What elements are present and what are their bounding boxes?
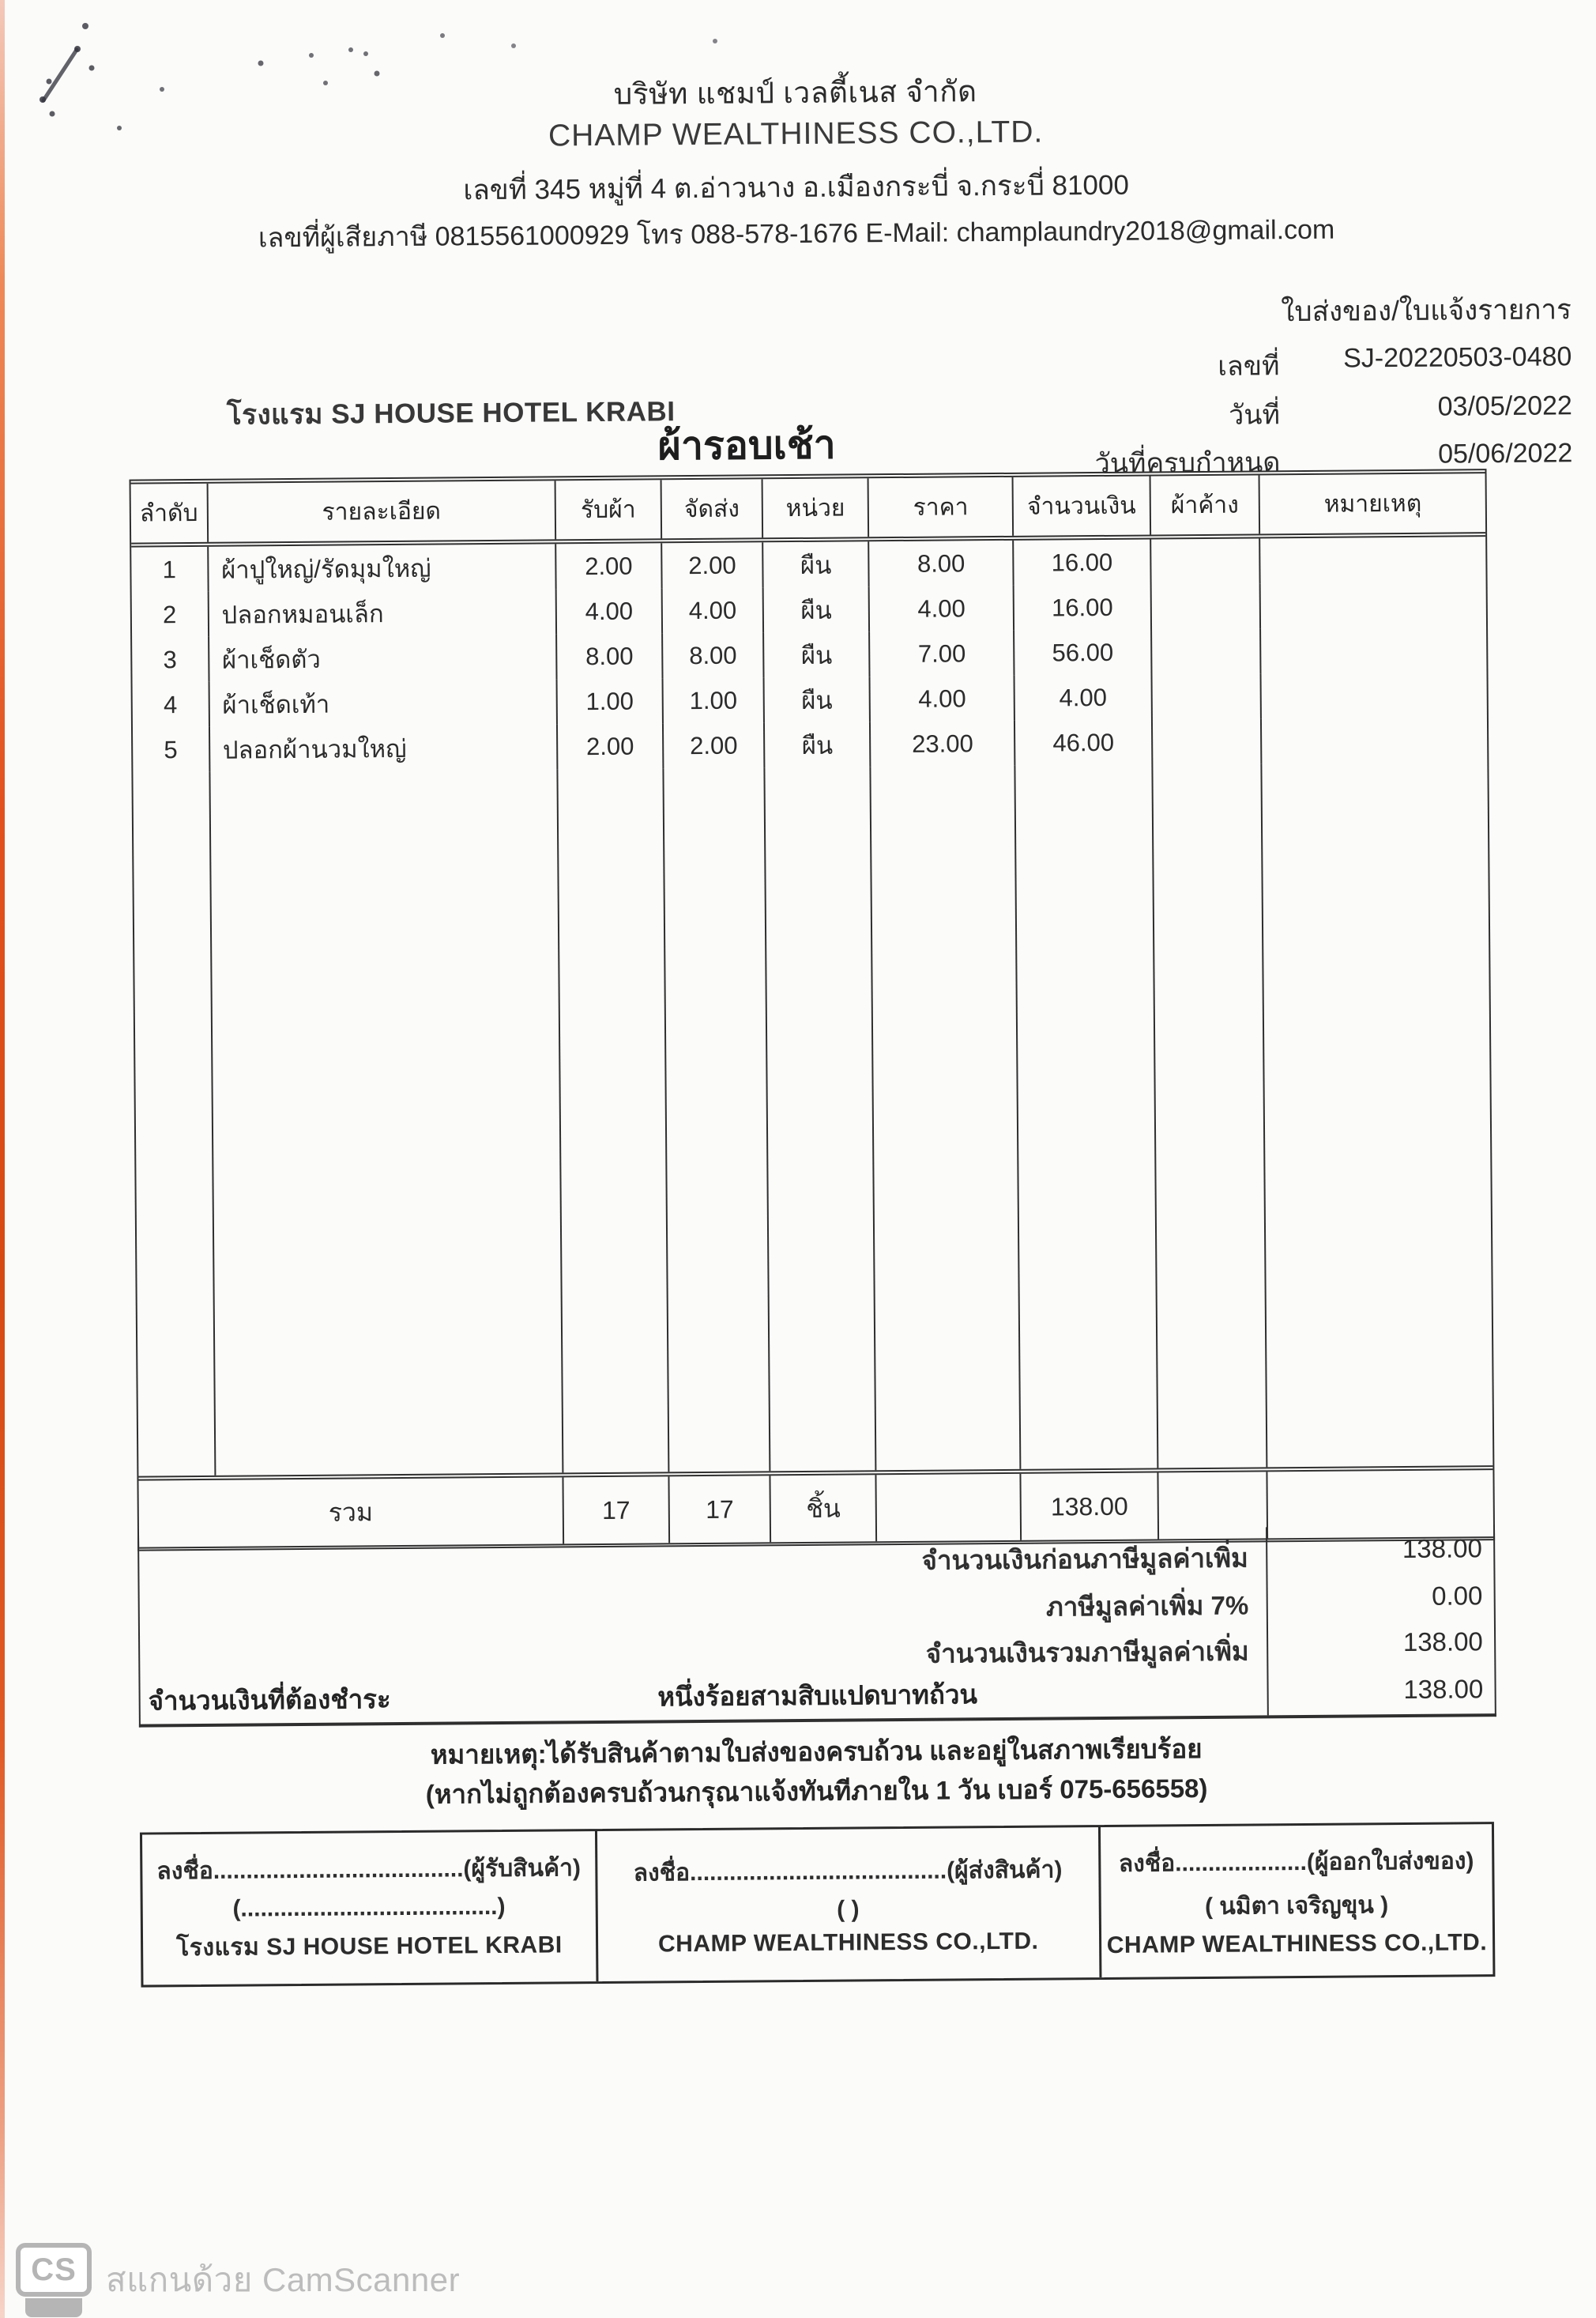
- subtotal-value: 138.00: [1402, 1533, 1483, 1564]
- company-tax-contact-line: เลขที่ผู้เสียภาษี 0815561000929 โทร 088-578-1676 E-Mail: champlaundry2018@gmail.com: [258, 214, 1335, 254]
- cell-price: 7.00: [870, 631, 1015, 677]
- col-header-index: ลำดับ: [131, 484, 209, 543]
- cell-unit: ผืน: [765, 677, 871, 722]
- amount-in-words: หนึ่งร้อยสามสิบแปดบาทถ้วน: [657, 1679, 978, 1712]
- cell-unit: ผืน: [764, 586, 870, 632]
- signer-organization: CHAMP WEALTHINESS CO.,LTD.: [657, 1928, 1039, 1957]
- signature-box-receiver: [142, 1831, 598, 1985]
- payable-label: จำนวนเงินที่ต้องชำระ: [148, 1684, 391, 1716]
- col-header-unit: หน่วย: [763, 478, 869, 537]
- col-header-price: ราคา: [869, 477, 1014, 537]
- cell-price: 23.00: [871, 721, 1016, 767]
- cell-description: ผ้าปูใหญ่/รัดมุมใหญ่: [209, 544, 557, 591]
- doc-date-label: วันที่: [1229, 400, 1281, 431]
- cell-description: ปลอกผ้านวมใหญ่: [210, 724, 559, 771]
- cell-unit: ผืน: [764, 631, 870, 677]
- sign-line: ลงชื่อ......................................(ผู้รับสินค้า): [156, 1855, 582, 1885]
- doc-number-value: SJ-20220503-0480: [1342, 341, 1572, 374]
- cell-price: 8.00: [869, 541, 1014, 586]
- total-amount: 138.00: [1022, 1472, 1159, 1540]
- cell-received: 2.00: [556, 543, 662, 589]
- col-header-amount: จำนวนเงิน: [1014, 476, 1151, 535]
- cs-logo-tab: [25, 2298, 82, 2317]
- signature-box-sender: [597, 1827, 1102, 1981]
- signer-organization: CHAMP WEALTHINESS CO.,LTD.: [1106, 1929, 1488, 1958]
- cell-remark: [1261, 582, 1486, 628]
- table-empty-space-row: [133, 762, 1492, 1476]
- items-table: [130, 469, 1496, 1551]
- cell-outstanding: [1152, 673, 1262, 719]
- total-unit: ชิ้น: [771, 1475, 877, 1542]
- signature-section: [140, 1822, 1495, 1987]
- document-type-title: ใบส่งของ/ใบแจ้งรายการ: [1281, 294, 1572, 328]
- payable-value: 138.00: [1403, 1674, 1484, 1705]
- camscanner-logo-icon: [16, 2243, 92, 2317]
- cell-price: 4.00: [871, 676, 1016, 722]
- cell-remark: [1262, 672, 1487, 718]
- cell-delivered: 4.00: [662, 587, 764, 633]
- cell-amount: 4.00: [1015, 674, 1153, 720]
- cell-delivered: 2.00: [664, 722, 766, 768]
- cell-unit: ผืน: [764, 541, 870, 587]
- company-name-thai: บริษัท แชมป์ เวลตี้เนส จำกัด: [613, 75, 977, 111]
- cell-received: 4.00: [557, 588, 663, 634]
- camscanner-watermark-text: สแกนด้วย CamScanner: [106, 2261, 461, 2298]
- cell-index: 4: [133, 682, 210, 728]
- cell-price: 4.00: [870, 586, 1015, 631]
- doc-due-date-label: วันที่ครบกำหนด: [1094, 447, 1281, 480]
- company-name-english: CHAMP WEALTHINESS CO.,LTD.: [548, 115, 1044, 153]
- name-line: ( นมิตา เจริญขุน ): [1204, 1892, 1389, 1920]
- scan-edge-artifact: [0, 0, 5, 2318]
- camscanner-watermark: [16, 2245, 460, 2316]
- cell-amount: 46.00: [1015, 719, 1153, 765]
- cell-outstanding: [1151, 538, 1261, 584]
- vat-value: 0.00: [1431, 1581, 1483, 1611]
- signer-organization: โรงแรม SJ HOUSE HOTEL KRABI: [176, 1932, 563, 1962]
- cell-remark: [1261, 627, 1486, 673]
- cell-remark: [1262, 717, 1487, 763]
- summary-box: [137, 1525, 1496, 1727]
- total-label: รวม: [138, 1477, 564, 1547]
- cell-description: ปลอกหมอนเล็ก: [209, 589, 557, 636]
- doc-number-label: เลขที่: [1218, 351, 1280, 382]
- page-title: ผ้ารอบเช้า: [657, 422, 836, 469]
- col-header-received: รับผ้า: [556, 480, 662, 539]
- cell-outstanding: [1152, 628, 1262, 674]
- customer-name: โรงแรม SJ HOUSE HOTEL KRABI: [226, 396, 676, 431]
- cell-outstanding: [1151, 583, 1261, 629]
- cell-received: 1.00: [558, 678, 664, 724]
- note-line-1: หมายเหตุ:ได้รับสินค้าตามใบส่งของครบถ้วน และอยู่ในสภาพเรียบร้อย: [430, 1734, 1203, 1770]
- table-header-row: [131, 469, 1486, 547]
- cell-amount: 56.00: [1015, 629, 1153, 675]
- col-header-description: รายละเอียด: [208, 481, 556, 541]
- cell-received: 8.00: [557, 633, 663, 679]
- doc-due-date-value: 05/06/2022: [1438, 438, 1573, 469]
- name-line: ( ): [837, 1895, 860, 1923]
- subtotal-label: จำนวนเงินก่อนภาษีมูลค่าเพิ่ม: [921, 1543, 1248, 1575]
- name-line: (.......................................): [232, 1893, 506, 1922]
- company-address: เลขที่ 345 หมู่ที่ 4 ต.อ่าวนาง อ.เมืองกระบี่ จ.กระบี่ 81000: [463, 169, 1130, 206]
- total-delivered: 17: [669, 1476, 771, 1543]
- doc-date-value: 03/05/2022: [1437, 390, 1572, 422]
- cell-outstanding: [1153, 718, 1263, 764]
- note-line-2: (หากไม่ถูกต้องครบถ้วนกรุณาแจ้งทันทีภายใน 1 วัน เบอร์ 075-656558): [425, 1773, 1208, 1809]
- grand-total-label: จำนวนเงินรวมภาษีมูลค่าเพิ่ม: [925, 1636, 1249, 1668]
- cell-delivered: 8.00: [663, 632, 765, 678]
- grand-total-value: 138.00: [1402, 1626, 1483, 1657]
- cs-logo-letters: CS: [16, 2243, 92, 2297]
- col-header-outstanding: ผ้าค้าง: [1150, 475, 1260, 534]
- vat-label: ภาษีมูลค่าเพิ่ม 7%: [1045, 1590, 1249, 1622]
- cell-index: 1: [131, 547, 209, 593]
- cell-unit: ผืน: [765, 722, 871, 767]
- cell-delivered: 2.00: [662, 542, 764, 588]
- cell-index: 2: [132, 592, 209, 638]
- cell-amount: 16.00: [1014, 584, 1152, 630]
- cell-amount: 16.00: [1014, 539, 1152, 585]
- cell-description: ผ้าเช็ดตัว: [209, 634, 558, 681]
- pen-scribble-marks: [0, 0, 869, 174]
- cell-description: ผ้าเช็ดเท้า: [209, 679, 558, 726]
- col-header-remark: หมายเหตุ: [1323, 490, 1422, 518]
- signature-box-issuer: [1101, 1824, 1493, 1977]
- col-header-delivered: จัดส่ง: [661, 479, 763, 538]
- cell-index: 3: [132, 637, 209, 683]
- cell-delivered: 1.00: [663, 677, 765, 723]
- sign-line: ลงชื่อ....................(ผู้ออกใบส่งของ): [1118, 1848, 1474, 1877]
- cell-received: 2.00: [558, 723, 664, 769]
- sign-line: ลงชื่อ.......................................(ผู้ส่งสินค้า): [633, 1856, 1063, 1886]
- total-received: 17: [564, 1476, 670, 1543]
- cell-index: 5: [133, 727, 210, 773]
- cell-remark: [1261, 537, 1486, 583]
